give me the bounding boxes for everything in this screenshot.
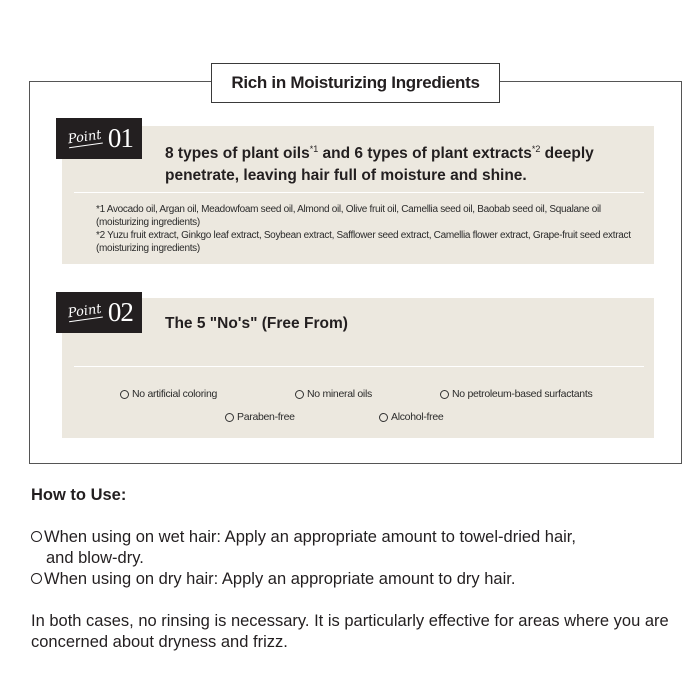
circle-icon	[225, 413, 234, 422]
footnote-2: *2 Yuzu fruit extract, Ginkgo leaf extract, Soybean extract, Safflower seed extract, Camellia flower extract, Grape-fruit seed extract (moisturizing ingredients)	[96, 230, 631, 254]
point-02-title: The 5 "No's" (Free From)	[165, 315, 348, 332]
dry-hair-instruction: When using on dry hair: Apply an appropriate amount to dry hair.	[31, 569, 515, 590]
circle-icon	[440, 390, 449, 399]
free-from-item: Paraben-free	[225, 411, 295, 423]
footnote-1: *1 Avocado oil, Argan oil, Meadowfoam seed oil, Almond oil, Olive fruit oil, Camellia seed oil, Baobab seed oil, Squalane oil (moisturizing ingredients)	[96, 204, 601, 228]
point-02-panel	[62, 298, 654, 438]
closing-note: In both cases, no rinsing is necessary. It is particularly effective for areas where you are concerned about dryness and frizz.	[31, 612, 669, 651]
free-from-item: No petroleum-based surfactants	[440, 388, 592, 400]
badge-word: Point	[66, 127, 103, 148]
circle-icon	[295, 390, 304, 399]
circle-icon	[120, 390, 129, 399]
point-01-title: 8 types of plant oils$^{*1}$ and 6 types of plant extracts$^{*2}$ deeply penetrate, leaving hair full of moisture and shine.	[165, 144, 594, 185]
divider	[74, 192, 644, 193]
circle-bullet-icon	[31, 573, 42, 584]
point-01-badge	[56, 118, 142, 159]
circle-bullet-icon	[31, 531, 42, 542]
free-from-item: No artificial coloring	[120, 388, 217, 400]
circle-icon	[379, 413, 388, 422]
section-heading: Rich in Moisturizing Ingredients	[211, 63, 500, 103]
divider	[74, 366, 644, 367]
badge-number: 01	[107, 123, 133, 153]
wet-hair-instruction: When using on wet hair: Apply an appropriate amount to towel-dried hair, and blow-dry.	[31, 527, 691, 569]
point-02-badge	[56, 292, 142, 333]
free-from-item: Alcohol-free	[379, 411, 443, 423]
how-to-use-title: How to Use:	[31, 486, 127, 504]
badge-number: 02	[107, 297, 133, 327]
point-01-footnotes	[96, 203, 636, 255]
badge-word: Point	[66, 301, 103, 322]
free-from-item: No mineral oils	[295, 388, 372, 400]
